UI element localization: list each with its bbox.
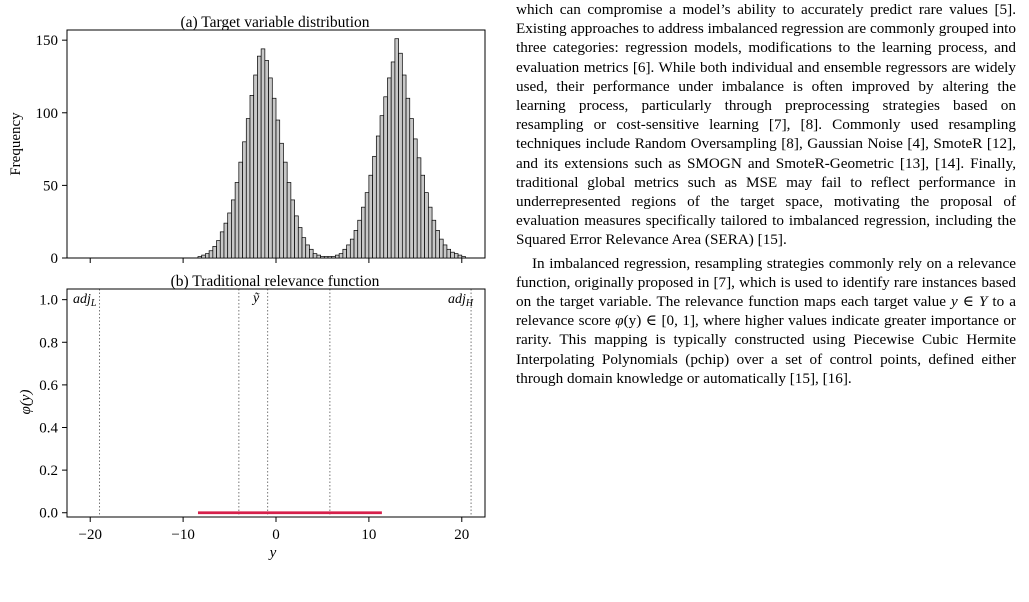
y-tick-label: 0.4 [39, 420, 58, 437]
histogram-bar [250, 95, 254, 258]
histogram-bar [269, 78, 273, 258]
histogram-bar [443, 245, 447, 258]
histogram-bar [280, 143, 284, 258]
histogram-bar [339, 254, 343, 258]
paragraph-2-text-b: to a relevance score [516, 293, 1016, 330]
histogram-panel [8, 30, 485, 267]
chart-b-ylabel: φ(y) [18, 389, 34, 415]
histogram-bar [302, 238, 306, 258]
histogram-bar [272, 98, 276, 258]
histogram-bar [243, 142, 247, 258]
y-tick-label: 1.0 [39, 292, 58, 309]
histogram-bar [332, 257, 336, 258]
histogram-bar [436, 230, 440, 258]
histogram-bar [417, 158, 421, 258]
histogram-bar [283, 162, 287, 258]
histogram-bar [313, 254, 317, 258]
chart-b-frame [67, 289, 485, 517]
histogram-bar [261, 49, 265, 258]
histogram-bar [399, 53, 403, 258]
histogram-bar [447, 249, 451, 258]
histogram-bar [391, 62, 395, 258]
histogram-bar [358, 220, 362, 258]
histogram-bar [384, 97, 388, 258]
histogram-bar [432, 220, 436, 258]
histogram-bar [276, 120, 280, 258]
histogram-bar [454, 254, 458, 258]
math-in: ∈ [957, 293, 979, 311]
histogram-bar [198, 257, 202, 258]
histogram-bar [213, 246, 217, 258]
histogram-bar [265, 61, 269, 259]
label-adj-high: adj$_H$ [448, 292, 474, 309]
histogram-bar [254, 75, 258, 258]
histogram-bar [239, 162, 243, 258]
x-tick-label: 20 [454, 527, 470, 543]
y-tick-label: 0.2 [39, 463, 58, 480]
histogram-bar [373, 156, 377, 258]
label-y-tilde: ỹ [253, 291, 260, 306]
figure [0, 0, 500, 602]
y-tick-label: 0 [50, 251, 58, 267]
paragraph-2 [516, 254, 1016, 388]
body-text [516, 0, 1016, 388]
histogram-bar [224, 223, 228, 258]
y-tick-label: 0.8 [39, 335, 58, 352]
histogram-bar [202, 255, 206, 258]
math-phi: φ [615, 312, 624, 330]
histogram-bar [410, 119, 414, 258]
paragraph-2-text-c: , where higher values indicate greater importance or rarity. This mapping is typically constructed using Piecewise Cubic Hermite Interpolating Polynomials (pchip) over a set of control points, defined either through domain knowledge or automatically [15], [16]. [516, 312, 1016, 387]
histogram-bar [380, 116, 384, 258]
histogram-bar [246, 119, 250, 258]
histogram-bar [354, 230, 358, 258]
histogram-bars [198, 39, 466, 258]
histogram-bar [425, 193, 429, 258]
math-y: y [950, 293, 958, 311]
histogram-bar [257, 56, 261, 258]
histogram-bar [231, 200, 235, 258]
histogram-bar [350, 239, 354, 258]
histogram-bar [335, 255, 339, 258]
paragraph-1 [516, 0, 1016, 250]
y-tick-label: 50 [43, 178, 58, 195]
histogram-bar [309, 249, 313, 258]
y-tick-label: 100 [35, 105, 58, 122]
histogram-bar [321, 257, 325, 258]
chart-a-title: (a) Target variable distribution [180, 14, 370, 31]
histogram-bar [421, 175, 425, 258]
histogram-bar [295, 216, 299, 258]
histogram-bar [406, 98, 410, 258]
y-tick-label: 0.0 [39, 505, 58, 522]
histogram-bar [451, 252, 455, 258]
relevance-panel [18, 289, 485, 561]
histogram-bar [298, 228, 302, 259]
relevance-control-lines [100, 289, 472, 517]
x-tick-label: −20 [78, 527, 102, 543]
histogram-bar [347, 245, 351, 258]
histogram-bar [361, 207, 365, 258]
histogram-bar [387, 78, 391, 258]
x-tick-label: 0 [272, 527, 280, 543]
histogram-bar [317, 255, 321, 258]
histogram-bar [306, 245, 310, 258]
histogram-bar [439, 239, 443, 258]
histogram-bar [209, 251, 213, 258]
histogram-bar [228, 213, 232, 258]
chart-a-ylabel: Frequency [8, 112, 24, 176]
histogram-bar [220, 232, 224, 258]
histogram-bar [235, 182, 239, 258]
histogram-bar [395, 39, 399, 258]
math-range: ∈ [0, 1] [641, 312, 696, 330]
x-tick-label: 10 [361, 527, 377, 543]
histogram-bar [458, 255, 462, 258]
histogram-bar [413, 139, 417, 258]
histogram-bar [328, 257, 332, 258]
paragraph-1-text: which can compromise a model’s ability to accurately predict rare values [5]. Existing approaches to address imbalanced regression are commonly grouped into three categories: regression models, modifications to the learning process, and evaluation metrics [6]. While both individual and ensemble regressors are widely used, their performance under imbalance is often improved by altering the learning process, particularly through preprocessing strategies based on resampling or cost-sensitive learning [7], [8]. Commonly used resampling techniques include Random Oversampling [8], Gaussian Noise [4], SmoteR [12], and its extensions such as SMOGN and SmoteR-Geometric [13], [14]. Finally, traditional global metrics such as MSE may fail to reflect performance in underrepresented regions of the target space, motivating the proposal of evaluation measures specifically tailored to imbalanced regression, including the Squared Error Relevance Area (SERA) [15]. [516, 1, 1016, 249]
histogram-bar [376, 136, 380, 258]
histogram-bar [462, 257, 466, 258]
math-Y: Y [978, 293, 988, 311]
histogram-bar [287, 182, 291, 258]
histogram-bar [365, 193, 369, 258]
chart-b-axes [39, 293, 469, 543]
paragraph-2-text-a: In imbalanced regression, resampling strategies commonly rely on a relevance function, originally proposed in [7], which is used to identify rare instances based on the target variable. The relevance function maps each target value [516, 254, 1016, 311]
histogram-bar [205, 254, 209, 258]
histogram-bar [402, 75, 406, 258]
math-paren: (y) [623, 312, 642, 330]
histogram-bar [369, 175, 373, 258]
y-tick-label: 0.6 [39, 377, 58, 394]
histogram-bar [217, 241, 221, 258]
y-tick-label: 150 [35, 33, 58, 50]
chart-b-title: (b) Traditional relevance function [170, 273, 380, 290]
histogram-bar [343, 249, 347, 258]
histogram-bar [428, 207, 432, 258]
x-tick-label: −10 [171, 527, 195, 543]
histogram-bar [291, 200, 295, 258]
label-adj-low: adj$_L$ [73, 292, 97, 309]
histogram-bar [324, 257, 328, 258]
chart-b-xlabel: y [269, 545, 277, 561]
